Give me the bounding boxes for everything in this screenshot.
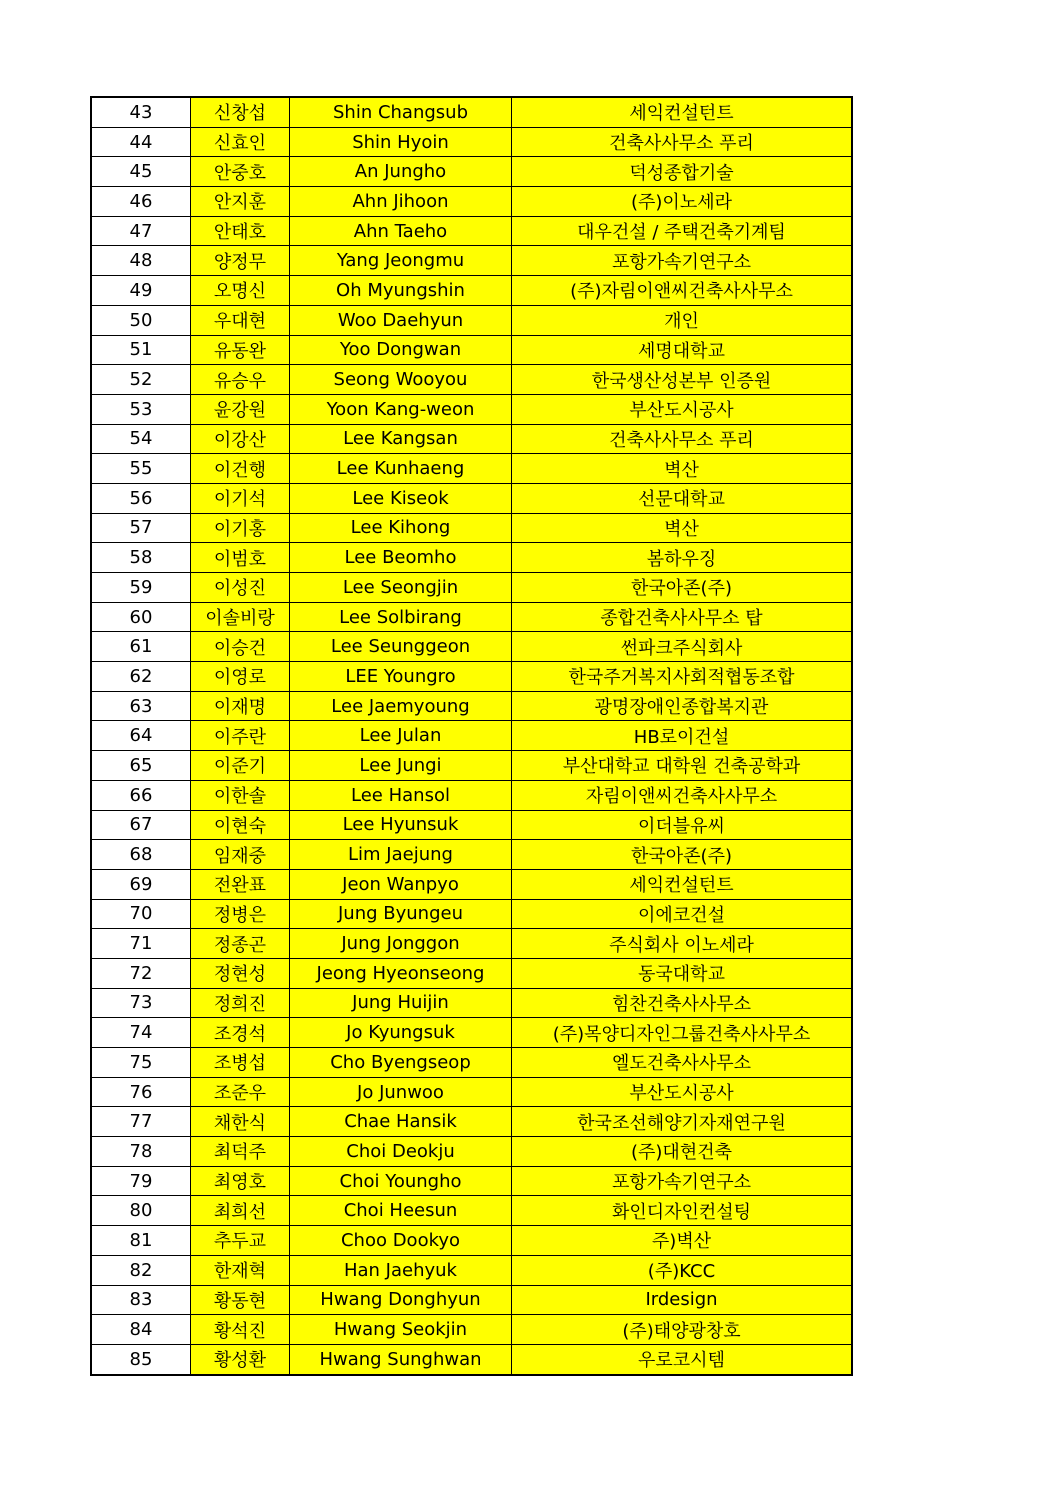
row-number-cell: 76 bbox=[91, 1077, 191, 1107]
korean-name-cell: 유동완 bbox=[191, 335, 290, 365]
english-name-cell: Lee Jaemyoung bbox=[290, 691, 512, 721]
organization-cell: 포항가속기연구소 bbox=[512, 1166, 853, 1196]
korean-name-cell: 이기석 bbox=[191, 483, 290, 513]
row-number-cell: 58 bbox=[91, 543, 191, 573]
english-name-cell: Lee Seongjin bbox=[290, 573, 512, 603]
korean-name-cell: 이범호 bbox=[191, 543, 290, 573]
korean-name-cell: 신창섭 bbox=[191, 97, 290, 127]
row-number-cell: 47 bbox=[91, 216, 191, 246]
row-number-cell: 70 bbox=[91, 899, 191, 929]
english-name-cell: Hwang Seokjin bbox=[290, 1315, 512, 1345]
organization-cell: 부산대학교 대학원 건축공학과 bbox=[512, 751, 853, 781]
table-row bbox=[91, 513, 852, 543]
english-name-cell: Jung Byungeu bbox=[290, 899, 512, 929]
row-number-cell: 80 bbox=[91, 1196, 191, 1226]
row-number-cell: 83 bbox=[91, 1285, 191, 1315]
english-name-cell: Seong Wooyou bbox=[290, 365, 512, 395]
row-number-cell: 49 bbox=[91, 276, 191, 306]
row-number-cell: 79 bbox=[91, 1166, 191, 1196]
table-row bbox=[91, 899, 852, 929]
english-name-cell: Cho Byengseop bbox=[290, 1048, 512, 1078]
korean-name-cell: 정병은 bbox=[191, 899, 290, 929]
organization-cell: 한국아존(주) bbox=[512, 840, 853, 870]
korean-name-cell: 이강산 bbox=[191, 424, 290, 454]
organization-cell: 종합건축사사무소 탑 bbox=[512, 602, 853, 632]
english-name-cell: Hwang Donghyun bbox=[290, 1285, 512, 1315]
organization-cell: 건축사사무소 푸리 bbox=[512, 424, 853, 454]
organization-cell: 덕성종합기술 bbox=[512, 157, 853, 187]
table-row bbox=[91, 127, 852, 157]
korean-name-cell: 황성환 bbox=[191, 1344, 290, 1374]
english-name-cell: Lee Seunggeon bbox=[290, 632, 512, 662]
organization-cell: 한국생산성본부 인증원 bbox=[512, 365, 853, 395]
row-number-cell: 45 bbox=[91, 157, 191, 187]
korean-name-cell: 이현숙 bbox=[191, 810, 290, 840]
organization-cell: 한국주거복지사회적협동조합 bbox=[512, 662, 853, 692]
organization-cell: 부산도시공사 bbox=[512, 1077, 853, 1107]
korean-name-cell: 유승우 bbox=[191, 365, 290, 395]
english-name-cell: LEE Youngro bbox=[290, 662, 512, 692]
organization-cell: Irdesign bbox=[512, 1285, 853, 1315]
row-number-cell: 77 bbox=[91, 1107, 191, 1137]
organization-cell: 힘찬건축사사무소 bbox=[512, 988, 853, 1018]
organization-cell: 한국아존(주) bbox=[512, 573, 853, 603]
table-row bbox=[91, 1166, 852, 1196]
table-row bbox=[91, 988, 852, 1018]
organization-cell: 이에코건설 bbox=[512, 899, 853, 929]
korean-name-cell: 안지훈 bbox=[191, 187, 290, 217]
korean-name-cell: 최희선 bbox=[191, 1196, 290, 1226]
organization-cell: HB로이건설 bbox=[512, 721, 853, 751]
table-row bbox=[91, 1226, 852, 1256]
row-number-cell: 67 bbox=[91, 810, 191, 840]
organization-cell: 광명장애인종합복지관 bbox=[512, 691, 853, 721]
english-name-cell: Yoon Kang-weon bbox=[290, 394, 512, 424]
row-number-cell: 54 bbox=[91, 424, 191, 454]
english-name-cell: Ahn Taeho bbox=[290, 216, 512, 246]
organization-cell: 우로코시템 bbox=[512, 1344, 853, 1374]
row-number-cell: 66 bbox=[91, 780, 191, 810]
table-row bbox=[91, 216, 852, 246]
table-row bbox=[91, 454, 852, 484]
organization-cell: 주식회사 이노세라 bbox=[512, 929, 853, 959]
organization-cell: 벽산 bbox=[512, 513, 853, 543]
table-row bbox=[91, 394, 852, 424]
organization-cell: (주)KCC bbox=[512, 1255, 853, 1285]
row-number-cell: 74 bbox=[91, 1018, 191, 1048]
english-name-cell: Yoo Dongwan bbox=[290, 335, 512, 365]
english-name-cell: Shin Changsub bbox=[290, 97, 512, 127]
korean-name-cell: 이승건 bbox=[191, 632, 290, 662]
table-row bbox=[91, 1344, 852, 1374]
table-row bbox=[91, 1137, 852, 1167]
row-number-cell: 51 bbox=[91, 335, 191, 365]
organization-cell: 부산도시공사 bbox=[512, 394, 853, 424]
row-number-cell: 48 bbox=[91, 246, 191, 276]
organization-cell: 화인디자인컨설팅 bbox=[512, 1196, 853, 1226]
organization-cell: 썬파크주식회사 bbox=[512, 632, 853, 662]
row-number-cell: 72 bbox=[91, 958, 191, 988]
organization-cell: 건축사사무소 푸리 bbox=[512, 127, 853, 157]
row-number-cell: 81 bbox=[91, 1226, 191, 1256]
english-name-cell: Choi Deokju bbox=[290, 1137, 512, 1167]
organization-cell: (주)대현건축 bbox=[512, 1137, 853, 1167]
korean-name-cell: 황동현 bbox=[191, 1285, 290, 1315]
organization-cell: 주)벽산 bbox=[512, 1226, 853, 1256]
organization-cell: 선문대학교 bbox=[512, 483, 853, 513]
row-number-cell: 55 bbox=[91, 454, 191, 484]
row-number-cell: 73 bbox=[91, 988, 191, 1018]
korean-name-cell: 이솔비랑 bbox=[191, 602, 290, 632]
korean-name-cell: 한재혁 bbox=[191, 1255, 290, 1285]
organization-cell: 한국조선해양기자재연구원 bbox=[512, 1107, 853, 1137]
table-row bbox=[91, 869, 852, 899]
row-number-cell: 71 bbox=[91, 929, 191, 959]
korean-name-cell: 최덕주 bbox=[191, 1137, 290, 1167]
english-name-cell: Lee Kangsan bbox=[290, 424, 512, 454]
table-row bbox=[91, 365, 852, 395]
table-row bbox=[91, 1048, 852, 1078]
korean-name-cell: 이재명 bbox=[191, 691, 290, 721]
row-number-cell: 62 bbox=[91, 662, 191, 692]
korean-name-cell: 이영로 bbox=[191, 662, 290, 692]
table-row bbox=[91, 602, 852, 632]
english-name-cell: Jung Jonggon bbox=[290, 929, 512, 959]
organization-cell: 동국대학교 bbox=[512, 958, 853, 988]
table-row bbox=[91, 543, 852, 573]
table-row bbox=[91, 691, 852, 721]
korean-name-cell: 안태호 bbox=[191, 216, 290, 246]
table-row bbox=[91, 1107, 852, 1137]
english-name-cell: Shin Hyoin bbox=[290, 127, 512, 157]
organization-cell: 대우건설 / 주택건축기계팀 bbox=[512, 216, 853, 246]
table-row bbox=[91, 721, 852, 751]
korean-name-cell: 채한식 bbox=[191, 1107, 290, 1137]
table-row bbox=[91, 662, 852, 692]
table-row bbox=[91, 810, 852, 840]
table-row bbox=[91, 929, 852, 959]
row-number-cell: 52 bbox=[91, 365, 191, 395]
row-number-cell: 53 bbox=[91, 394, 191, 424]
table-row bbox=[91, 97, 852, 127]
korean-name-cell: 이성진 bbox=[191, 573, 290, 603]
english-name-cell: Oh Myungshin bbox=[290, 276, 512, 306]
english-name-cell: Jeon Wanpyo bbox=[290, 869, 512, 899]
table-row bbox=[91, 1255, 852, 1285]
row-number-cell: 84 bbox=[91, 1315, 191, 1345]
organization-cell: (주)목양디자인그룹건축사사무소 bbox=[512, 1018, 853, 1048]
row-number-cell: 56 bbox=[91, 483, 191, 513]
table-row bbox=[91, 632, 852, 662]
english-name-cell: Lee Hyunsuk bbox=[290, 810, 512, 840]
row-number-cell: 44 bbox=[91, 127, 191, 157]
korean-name-cell: 조준우 bbox=[191, 1077, 290, 1107]
row-number-cell: 59 bbox=[91, 573, 191, 603]
table-row bbox=[91, 335, 852, 365]
korean-name-cell: 임재중 bbox=[191, 840, 290, 870]
table-row bbox=[91, 840, 852, 870]
table-row bbox=[91, 424, 852, 454]
english-name-cell: Choi Heesun bbox=[290, 1196, 512, 1226]
table-row bbox=[91, 246, 852, 276]
row-number-cell: 57 bbox=[91, 513, 191, 543]
row-number-cell: 46 bbox=[91, 187, 191, 217]
english-name-cell: Lim Jaejung bbox=[290, 840, 512, 870]
korean-name-cell: 최영호 bbox=[191, 1166, 290, 1196]
row-number-cell: 82 bbox=[91, 1255, 191, 1285]
english-name-cell: Lee Jungi bbox=[290, 751, 512, 781]
table-row bbox=[91, 157, 852, 187]
korean-name-cell: 이주란 bbox=[191, 721, 290, 751]
english-name-cell: Lee Hansol bbox=[290, 780, 512, 810]
organization-cell: (주)이노세라 bbox=[512, 187, 853, 217]
english-name-cell: An Jungho bbox=[290, 157, 512, 187]
korean-name-cell: 정종곤 bbox=[191, 929, 290, 959]
english-name-cell: Jo Kyungsuk bbox=[290, 1018, 512, 1048]
english-name-cell: Jo Junwoo bbox=[290, 1077, 512, 1107]
table-row bbox=[91, 1077, 852, 1107]
row-number-cell: 50 bbox=[91, 305, 191, 335]
english-name-cell: Jeong Hyeonseong bbox=[290, 958, 512, 988]
organization-cell: 벽산 bbox=[512, 454, 853, 484]
table-row bbox=[91, 1315, 852, 1345]
row-number-cell: 75 bbox=[91, 1048, 191, 1078]
korean-name-cell: 황석진 bbox=[191, 1315, 290, 1345]
table-row bbox=[91, 1196, 852, 1226]
korean-name-cell: 이한솔 bbox=[191, 780, 290, 810]
korean-name-cell: 안중호 bbox=[191, 157, 290, 187]
korean-name-cell: 전완표 bbox=[191, 869, 290, 899]
korean-name-cell: 정희진 bbox=[191, 988, 290, 1018]
table-row bbox=[91, 573, 852, 603]
row-number-cell: 60 bbox=[91, 602, 191, 632]
korean-name-cell: 신효인 bbox=[191, 127, 290, 157]
table-row bbox=[91, 483, 852, 513]
english-name-cell: Yang Jeongmu bbox=[290, 246, 512, 276]
english-name-cell: Ahn Jihoon bbox=[290, 187, 512, 217]
korean-name-cell: 이건행 bbox=[191, 454, 290, 484]
korean-name-cell: 조병섭 bbox=[191, 1048, 290, 1078]
organization-cell: 세익컨설턴트 bbox=[512, 869, 853, 899]
korean-name-cell: 우대현 bbox=[191, 305, 290, 335]
row-number-cell: 85 bbox=[91, 1344, 191, 1374]
english-name-cell: Lee Julan bbox=[290, 721, 512, 751]
row-number-cell: 64 bbox=[91, 721, 191, 751]
korean-name-cell: 이기홍 bbox=[191, 513, 290, 543]
organization-cell: 자림이앤씨건축사사무소 bbox=[512, 780, 853, 810]
table-row bbox=[91, 958, 852, 988]
table-row bbox=[91, 780, 852, 810]
row-number-cell: 63 bbox=[91, 691, 191, 721]
row-number-cell: 68 bbox=[91, 840, 191, 870]
korean-name-cell: 추두교 bbox=[191, 1226, 290, 1256]
table-row bbox=[91, 1285, 852, 1315]
korean-name-cell: 오명신 bbox=[191, 276, 290, 306]
organization-cell: (주)태양광창호 bbox=[512, 1315, 853, 1345]
korean-name-cell: 조경석 bbox=[191, 1018, 290, 1048]
english-name-cell: Hwang Sunghwan bbox=[290, 1344, 512, 1374]
english-name-cell: Lee Kihong bbox=[290, 513, 512, 543]
organization-cell: 개인 bbox=[512, 305, 853, 335]
row-number-cell: 78 bbox=[91, 1137, 191, 1167]
row-number-cell: 65 bbox=[91, 751, 191, 781]
participant-table bbox=[90, 96, 853, 1376]
korean-name-cell: 정현성 bbox=[191, 958, 290, 988]
table-row bbox=[91, 187, 852, 217]
organization-cell: (주)자림이앤씨건축사사무소 bbox=[512, 276, 853, 306]
english-name-cell: Han Jaehyuk bbox=[290, 1255, 512, 1285]
row-number-cell: 43 bbox=[91, 97, 191, 127]
organization-cell: 봄하우징 bbox=[512, 543, 853, 573]
organization-cell: 세명대학교 bbox=[512, 335, 853, 365]
table-row bbox=[91, 1018, 852, 1048]
organization-cell: 포항가속기연구소 bbox=[512, 246, 853, 276]
korean-name-cell: 양정무 bbox=[191, 246, 290, 276]
english-name-cell: Choo Dookyo bbox=[290, 1226, 512, 1256]
english-name-cell: Lee Beomho bbox=[290, 543, 512, 573]
english-name-cell: Jung Huijin bbox=[290, 988, 512, 1018]
row-number-cell: 61 bbox=[91, 632, 191, 662]
row-number-cell: 69 bbox=[91, 869, 191, 899]
organization-cell: 세익컨설턴트 bbox=[512, 97, 853, 127]
table-row bbox=[91, 751, 852, 781]
table-row bbox=[91, 305, 852, 335]
korean-name-cell: 윤강원 bbox=[191, 394, 290, 424]
table-row bbox=[91, 276, 852, 306]
korean-name-cell: 이준기 bbox=[191, 751, 290, 781]
english-name-cell: Choi Youngho bbox=[290, 1166, 512, 1196]
english-name-cell: Woo Daehyun bbox=[290, 305, 512, 335]
english-name-cell: Chae Hansik bbox=[290, 1107, 512, 1137]
english-name-cell: Lee Kunhaeng bbox=[290, 454, 512, 484]
english-name-cell: Lee Solbirang bbox=[290, 602, 512, 632]
participant-table-body bbox=[91, 97, 852, 1375]
organization-cell: 이더블유씨 bbox=[512, 810, 853, 840]
english-name-cell: Lee Kiseok bbox=[290, 483, 512, 513]
organization-cell: 엘도건축사사무소 bbox=[512, 1048, 853, 1078]
